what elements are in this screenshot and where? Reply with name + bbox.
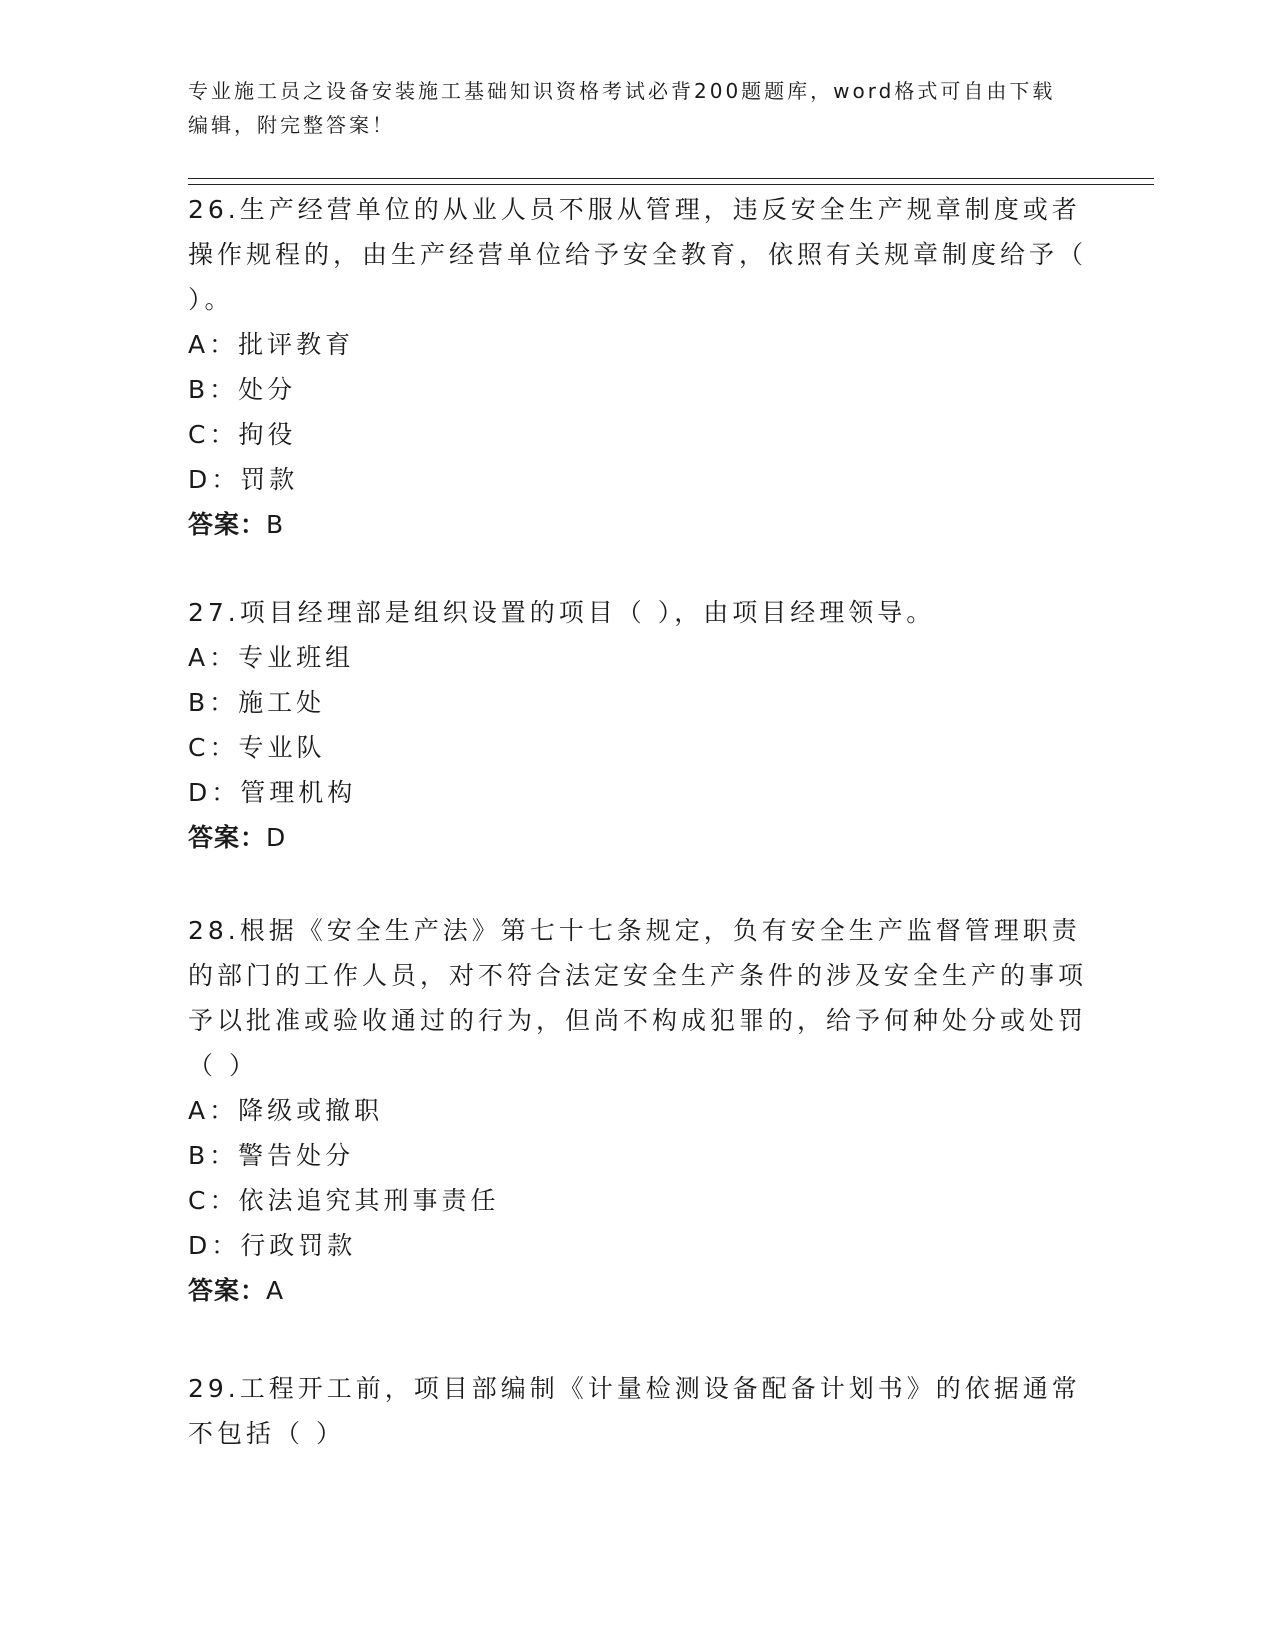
option-a: A：专业班组	[188, 643, 355, 672]
question-stem: 28.根据《安全生产法》第七十七条规定，负有安全生产监督管理职责的部门的工作人员，对不符合法定安全生产条件的涉及安全生产的事项予以批准或验收通过的行为，但尚不构成犯罪的，给予何种处分或处罚（ ）	[188, 916, 1088, 1080]
option-a: A：批评教育	[188, 330, 355, 359]
answer-label: 答案：	[188, 823, 267, 852]
option-c: C：依法追究其刑事责任	[188, 1186, 500, 1215]
option-c: C：拘役	[188, 420, 297, 449]
question-stem: 29.工程开工前，项目部编制《计量检测设备配备计划书》的依据通常不包括（ ）	[188, 1374, 1081, 1448]
answer-label: 答案：	[188, 510, 267, 539]
option-b: B：施工处	[188, 688, 326, 717]
question-29	[188, 1366, 1088, 1456]
answer-value: D	[266, 823, 288, 852]
answer-line	[188, 1268, 1088, 1313]
answer-line	[188, 815, 1088, 860]
option-a: A：降级或撤职	[188, 1096, 384, 1125]
answer-label: 答案：	[188, 1276, 267, 1305]
question-27	[188, 590, 1088, 860]
answer-value: A	[266, 1276, 286, 1305]
question-26	[188, 187, 1088, 547]
answer-line	[188, 502, 1088, 547]
question-stem: 26.生产经营单位的从业人员不服从管理，违反安全生产规章制度或者操作规程的，由生产经营单位给予安全教育，依照有关规章制度给予（ ）。	[188, 195, 1088, 314]
option-c: C：专业队	[188, 733, 326, 762]
header-divider-top	[188, 178, 1154, 179]
option-d: D：行政罚款	[188, 1231, 357, 1260]
option-d: D：罚款	[188, 465, 299, 494]
question-28	[188, 908, 1088, 1313]
header-divider-bottom	[188, 184, 1154, 185]
question-stem: 27.项目经理部是组织设置的项目（ ），由项目经理领导。	[188, 598, 936, 627]
option-b: B：处分	[188, 375, 297, 404]
option-d: D：管理机构	[188, 778, 357, 807]
answer-value: B	[266, 510, 286, 539]
option-b: B：警告处分	[188, 1141, 355, 1170]
document-header: 专业施工员之设备安装施工基础知识资格考试必背200题题库，word格式可自由下载编辑，附完整答案！	[188, 79, 1056, 137]
